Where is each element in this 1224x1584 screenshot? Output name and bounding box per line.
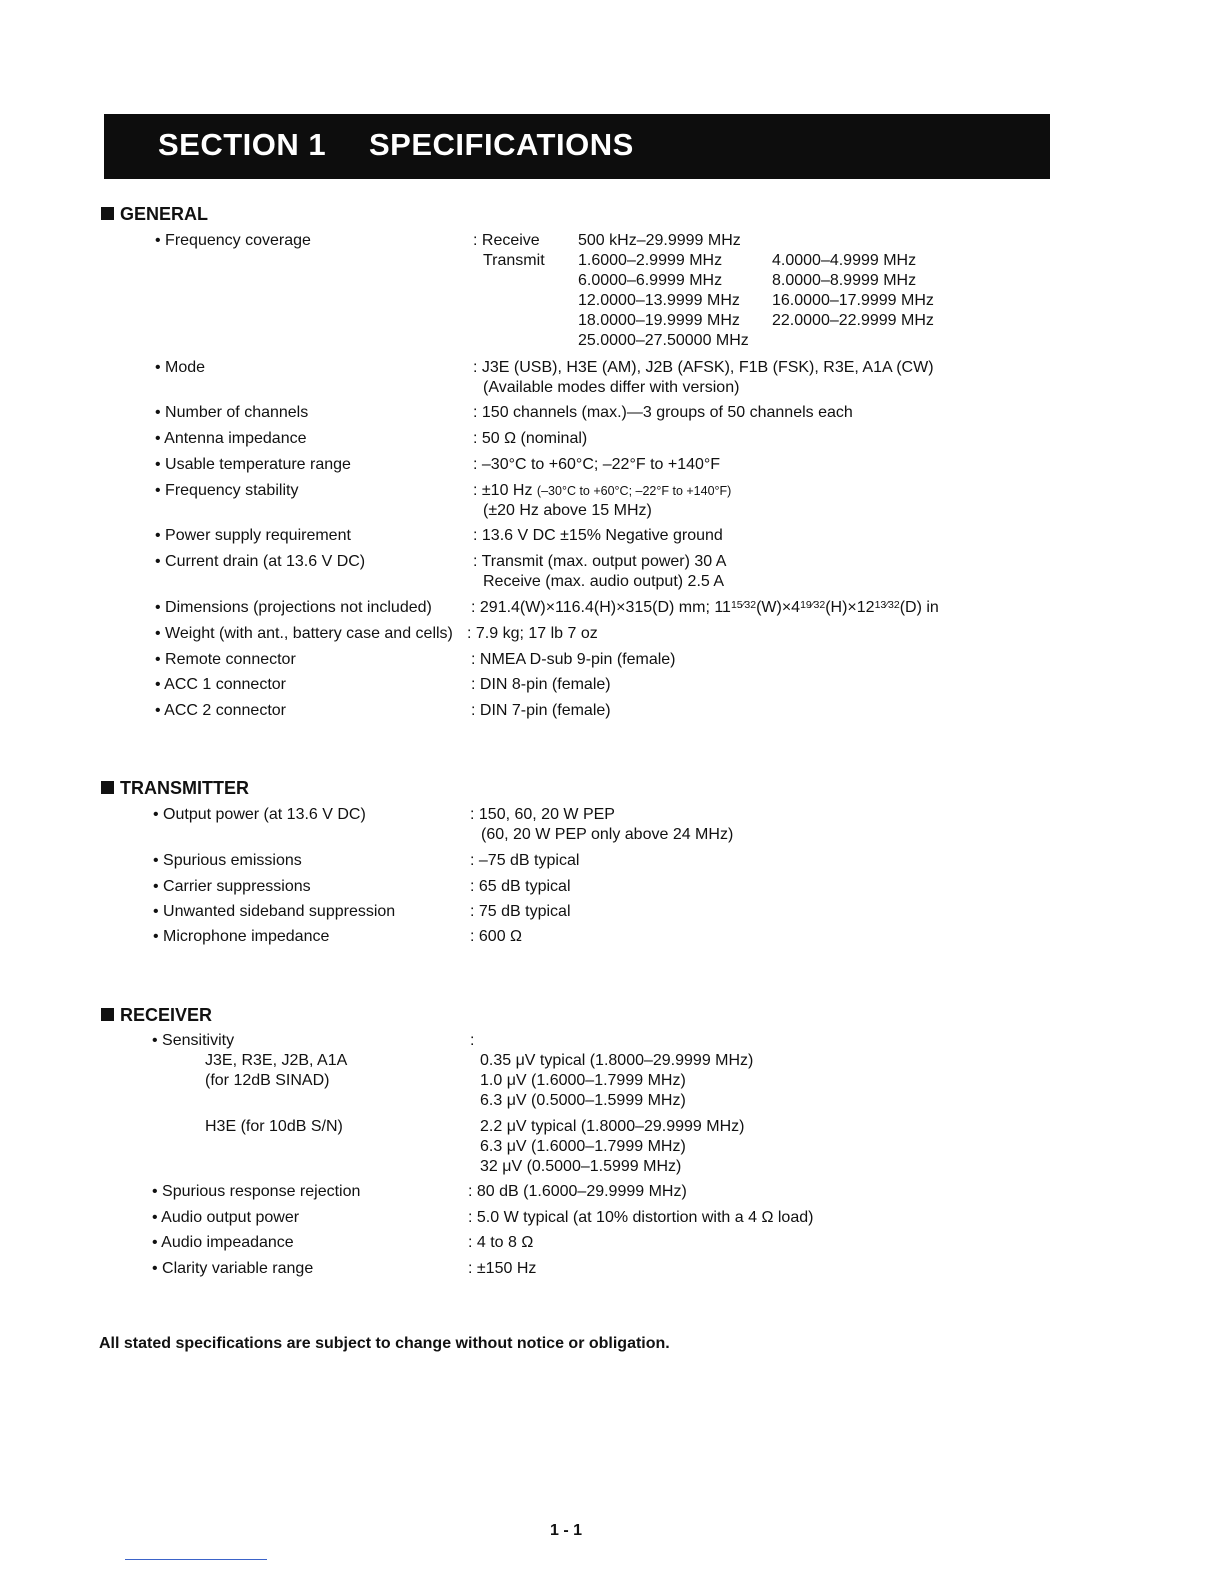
channels-value: : 150 channels (max.)—3 groups of 50 channels each — [473, 404, 853, 421]
sideband-suppression-value: : 75 dB typical — [470, 903, 571, 920]
acc1-value: : DIN 8-pin (female) — [471, 676, 611, 693]
section-banner — [104, 114, 1050, 179]
audio-impedance-label: • Audio impeadance — [152, 1234, 294, 1251]
dimensions-value: : 291.4(W)×116.4(H)×315(D) mm; $11^{15⁄32}(W)\times 4^{19⁄32}(H)\times 12^{13⁄32}(D)$ in — [471, 599, 939, 616]
stability-label: • Frequency stability — [155, 482, 299, 499]
h3e-label: H3E (for 10dB S/N) — [205, 1118, 343, 1135]
current-transmit-value: : Transmit (max. output power) 30 A — [473, 553, 727, 570]
transmitter-heading: TRANSMITTER — [101, 778, 249, 799]
j3e-sub-label: (for 12dB SINAD) — [205, 1072, 330, 1089]
remote-connector-label: • Remote connector — [155, 651, 296, 668]
section-title: SPECIFICATIONS — [369, 127, 634, 162]
clarity-range-value: : ±150 Hz — [468, 1260, 537, 1277]
frequency-coverage-label: • Frequency coverage — [155, 232, 311, 249]
h3e-sensitivity: 2.2 μV typical (1.8000–29.9999 MHz) — [480, 1118, 745, 1135]
j3e-sensitivity: 1.0 μV (1.6000–1.7999 MHz) — [480, 1072, 686, 1089]
transmit-range: 18.0000–19.9999 MHz — [578, 312, 740, 329]
channels-label: • Number of channels — [155, 404, 309, 421]
section-number: SECTION 1 — [158, 127, 327, 162]
transmit-range: 8.0000–8.9999 MHz — [772, 272, 917, 289]
acc2-label: • ACC 2 connector — [155, 702, 286, 719]
mode-note: (Available modes differ with version) — [483, 379, 740, 396]
current-receive-value: Receive (max. audio output) 2.5 A — [483, 573, 725, 590]
spurious-emissions-value: : –75 dB typical — [470, 852, 580, 869]
spurious-emissions-label: • Spurious emissions — [153, 852, 302, 869]
h3e-sensitivity: 32 μV (0.5000–1.5999 MHz) — [480, 1158, 682, 1175]
specifications-disclaimer: All stated specifications are subject to change without notice or obligation. — [99, 1335, 670, 1352]
footer-rule — [125, 1559, 267, 1560]
audio-output-label: • Audio output power — [152, 1209, 300, 1226]
square-bullet-icon — [101, 207, 114, 220]
output-power-label: • Output power (at 13.6 V DC) — [153, 806, 366, 823]
transmit-range: 4.0000–4.9999 MHz — [772, 252, 917, 269]
stability-value: : ±10 Hz (–30°C to +60°C; –22°F to +140°F) — [473, 482, 732, 499]
j3e-sensitivity: 6.3 μV (0.5000–1.5999 MHz) — [480, 1092, 686, 1109]
transmit-range: 22.0000–22.9999 MHz — [772, 312, 934, 329]
transmit-label: Transmit — [483, 252, 545, 269]
transmit-range: 16.0000–17.9999 MHz — [772, 292, 934, 309]
audio-impedance-value: : 4 to 8 Ω — [468, 1234, 534, 1251]
mode-value: : J3E (USB), H3E (AM), J2B (AFSK), F1B (FSK), R3E, A1A (CW) — [473, 359, 934, 376]
antenna-value: : 50 Ω (nominal) — [473, 430, 588, 447]
transmit-range: 1.6000–2.9999 MHz — [578, 252, 723, 269]
transmit-range: 6.0000–6.9999 MHz — [578, 272, 723, 289]
stability-note: (±20 Hz above 15 MHz) — [483, 502, 652, 519]
carrier-suppression-label: • Carrier suppressions — [153, 878, 311, 895]
dimensions-label: • Dimensions (projections not included) — [155, 599, 432, 616]
power-supply-label: • Power supply requirement — [155, 527, 351, 544]
square-bullet-icon — [101, 781, 114, 794]
remote-connector-value: : NMEA D-sub 9-pin (female) — [471, 651, 676, 668]
transmit-range: 12.0000–13.9999 MHz — [578, 292, 740, 309]
temperature-value: : –30°C to +60°C; –22°F to +140°F — [473, 456, 721, 473]
weight-value: : 7.9 kg; 17 lb 7 oz — [467, 625, 598, 642]
sideband-suppression-label: • Unwanted sideband suppression — [153, 903, 396, 920]
spurious-rejection-value: : 80 dB (1.6000–29.9999 MHz) — [468, 1183, 687, 1200]
microphone-impedance-label: • Microphone impedance — [153, 928, 330, 945]
square-bullet-icon — [101, 1008, 114, 1021]
sensitivity-label: • Sensitivity — [152, 1032, 235, 1049]
receive-label: : Receive — [473, 232, 540, 249]
microphone-impedance-value: : 600 Ω — [470, 928, 522, 945]
mode-label: • Mode — [155, 359, 206, 376]
j3e-label: J3E, R3E, J2B, A1A — [205, 1052, 348, 1069]
temperature-label: • Usable temperature range — [155, 456, 351, 473]
clarity-range-label: • Clarity variable range — [152, 1260, 314, 1277]
antenna-label: • Antenna impedance — [155, 430, 307, 447]
page-number: 1 - 1 — [550, 1522, 583, 1539]
sensitivity-colon: : — [470, 1032, 475, 1049]
acc1-label: • ACC 1 connector — [155, 676, 286, 693]
general-heading: GENERAL — [101, 204, 208, 225]
audio-output-value: : 5.0 W typical (at 10% distortion with a 4 Ω load) — [468, 1209, 814, 1226]
receiver-heading: RECEIVER — [101, 1005, 212, 1026]
power-supply-value: : 13.6 V DC ±15% Negative ground — [473, 527, 723, 544]
current-drain-label: • Current drain (at 13.6 V DC) — [155, 553, 366, 570]
output-power-note: (60, 20 W PEP only above 24 MHz) — [481, 826, 734, 843]
transmit-range: 25.0000–27.50000 MHz — [578, 332, 749, 349]
output-power-value: : 150, 60, 20 W PEP — [470, 806, 615, 823]
h3e-sensitivity: 6.3 μV (1.6000–1.7999 MHz) — [480, 1138, 686, 1155]
j3e-sensitivity: 0.35 μV typical (1.8000–29.9999 MHz) — [480, 1052, 754, 1069]
spurious-rejection-label: • Spurious response rejection — [152, 1183, 361, 1200]
carrier-suppression-value: : 65 dB typical — [470, 878, 571, 895]
acc2-value: : DIN 7-pin (female) — [471, 702, 611, 719]
receive-value: 500 kHz–29.9999 MHz — [578, 232, 741, 249]
weight-label: • Weight (with ant., battery case and cells) — [155, 625, 453, 642]
